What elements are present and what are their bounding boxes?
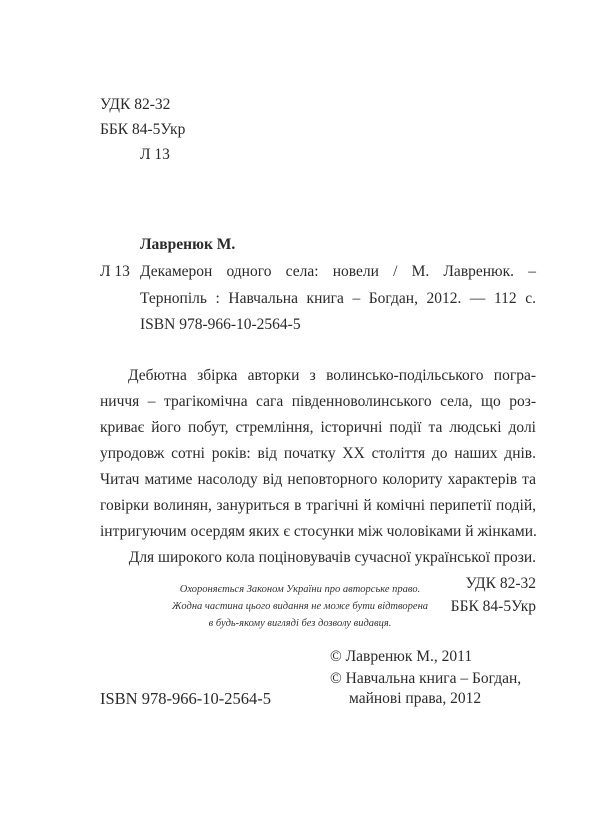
annotation-line: інтригуючим осердям яких є стосунки між чоловіками й жінками. <box>100 523 537 540</box>
copyright-publisher: © Навчальна книга – Богдан, <box>330 670 522 687</box>
annotation-audience: Для широкого кола поціновувачів сучасної української прози. <box>128 549 536 566</box>
record-isbn: ISBN 978-966-10-2564-5 <box>140 316 301 333</box>
copyright-author: © Лавренюк М., 2011 <box>330 648 473 665</box>
annotation-line: криває його побут, стремління, історичні події та людські долі <box>100 419 536 436</box>
annotation-udk: УДК 82-32 <box>465 575 536 592</box>
author-mark: Л 13 <box>140 146 170 163</box>
record-title: Декамерон одного села: новели / М. Лавренюк. – <box>140 263 536 280</box>
legal-line: в будь-якому вигляді без дозволу видавця. <box>208 618 392 629</box>
bbk-code: ББК 84-5Укр <box>100 121 186 138</box>
annotation-bbk: ББК 84-5Укр <box>450 598 536 615</box>
annotation-line: говірки волинян, зануриться в трагічні й комічні перипетії подій, <box>100 497 536 514</box>
annotation-line: Дебютна збірка авторки з волинсько-подільського погра- <box>128 367 536 384</box>
annotation-line: ниччя – трагікомічна сага південноволинського села, що роз- <box>100 393 536 410</box>
legal-line: Жодна частина цього видання не може бути відтворена <box>171 601 429 612</box>
legal-notice <box>130 581 470 632</box>
legal-line: Охороняється Законом України про авторське право. <box>179 584 421 595</box>
annotation-line: Читач матиме насолоду від неповторного колориту характерів та <box>100 471 536 488</box>
udk-code: УДК 82-32 <box>100 96 171 113</box>
record-publication: Тернопіль : Навчальна книга – Богдан, 2012. — 112 с. <box>140 290 536 307</box>
record-mark: Л 13 <box>100 263 130 280</box>
annotation-line: упродовж сотні років: від початку XX століття до наших днів. <box>100 445 536 462</box>
record-author: Лавренюк М. <box>140 236 236 253</box>
bottom-isbn: ISBN 978-966-10-2564-5 <box>100 689 271 708</box>
copyright-rights: майнові права, 2012 <box>349 690 482 707</box>
